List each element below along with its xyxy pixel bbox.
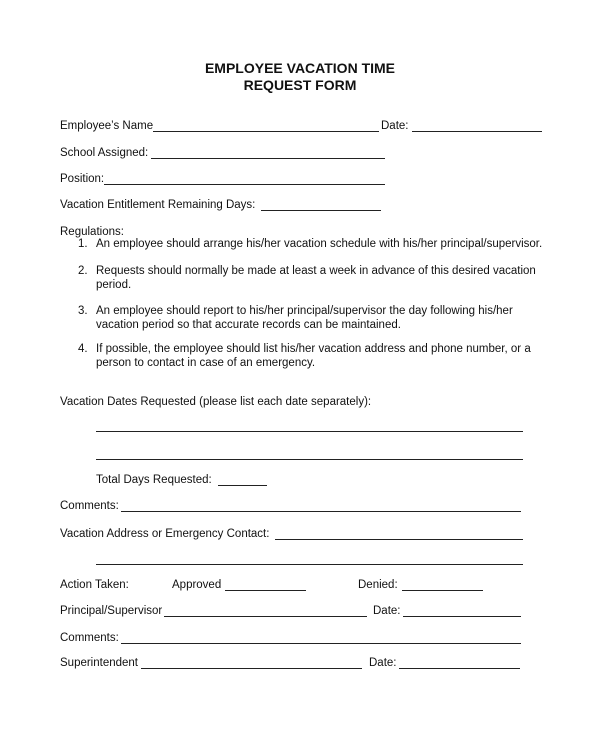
denied-line[interactable] — [402, 590, 483, 591]
school-assigned-label: School Assigned: — [60, 147, 149, 159]
vacation-address-line-2[interactable] — [96, 564, 523, 565]
school-assigned-line[interactable] — [151, 158, 385, 159]
superintendent-label: Superintendent — [60, 657, 139, 669]
employee-name-label: Employee’s Name — [60, 120, 154, 132]
form-title-line2: REQUEST FORM — [243, 77, 357, 93]
superintendent-date-line[interactable] — [399, 668, 520, 669]
action-taken-label: Action Taken: — [60, 579, 129, 591]
position-line[interactable] — [104, 184, 385, 185]
approved-line[interactable] — [225, 590, 306, 591]
regulation-number: 3. — [78, 305, 88, 317]
action-comments-label: Comments: — [60, 632, 119, 644]
vacation-address-label: Vacation Address or Emergency Contact: — [60, 528, 270, 540]
regulation-text: An employee should arrange his/her vacation schedule with his/her principal/supervisor. — [96, 238, 543, 250]
vacation-address-line-1[interactable] — [275, 539, 523, 540]
entitlement-line[interactable] — [261, 210, 381, 211]
regulation-number: 1. — [78, 238, 88, 250]
regulation-number: 2. — [78, 265, 88, 277]
regulation-text: If possible, the employee should list his/her vacation address and phone number, or a person to contact in case of an emergency. — [96, 343, 531, 369]
principal-supervisor-line[interactable] — [164, 616, 367, 617]
employee-name-line[interactable] — [153, 131, 379, 132]
date-line[interactable] — [412, 131, 542, 132]
regulation-number: 4. — [78, 343, 88, 355]
principal-supervisor-label: Principal/Supervisor — [60, 605, 163, 617]
approved-label: Approved — [172, 579, 222, 591]
superintendent-line[interactable] — [141, 668, 362, 669]
principal-date-line[interactable] — [403, 616, 521, 617]
comments-label: Comments: — [60, 500, 119, 512]
vacation-dates-line-1[interactable] — [96, 431, 523, 432]
superintendent-date-label: Date: — [369, 657, 397, 669]
total-days-label: Total Days Requested: — [96, 474, 212, 486]
entitlement-label: Vacation Entitlement Remaining Days: — [60, 199, 256, 211]
regulations-heading: Regulations: — [60, 226, 124, 238]
principal-date-label: Date: — [373, 605, 401, 617]
denied-label: Denied: — [358, 579, 398, 591]
vacation-dates-line-2[interactable] — [96, 459, 523, 460]
action-comments-line[interactable] — [121, 643, 521, 644]
regulation-text: Requests should normally be made at least a week in advance of this desired vacation period. — [96, 265, 536, 291]
comments-line[interactable] — [121, 511, 521, 512]
regulation-text: An employee should report to his/her principal/supervisor the day following his/her vacation period so that accurate records can be maintained. — [96, 305, 513, 331]
position-label: Position: — [60, 173, 105, 185]
vacation-dates-label: Vacation Dates Requested (please list each date separately): — [60, 396, 372, 408]
form-title-line1: EMPLOYEE VACATION TIME — [204, 60, 396, 76]
total-days-line[interactable] — [218, 485, 267, 486]
date-label: Date: — [381, 120, 409, 132]
